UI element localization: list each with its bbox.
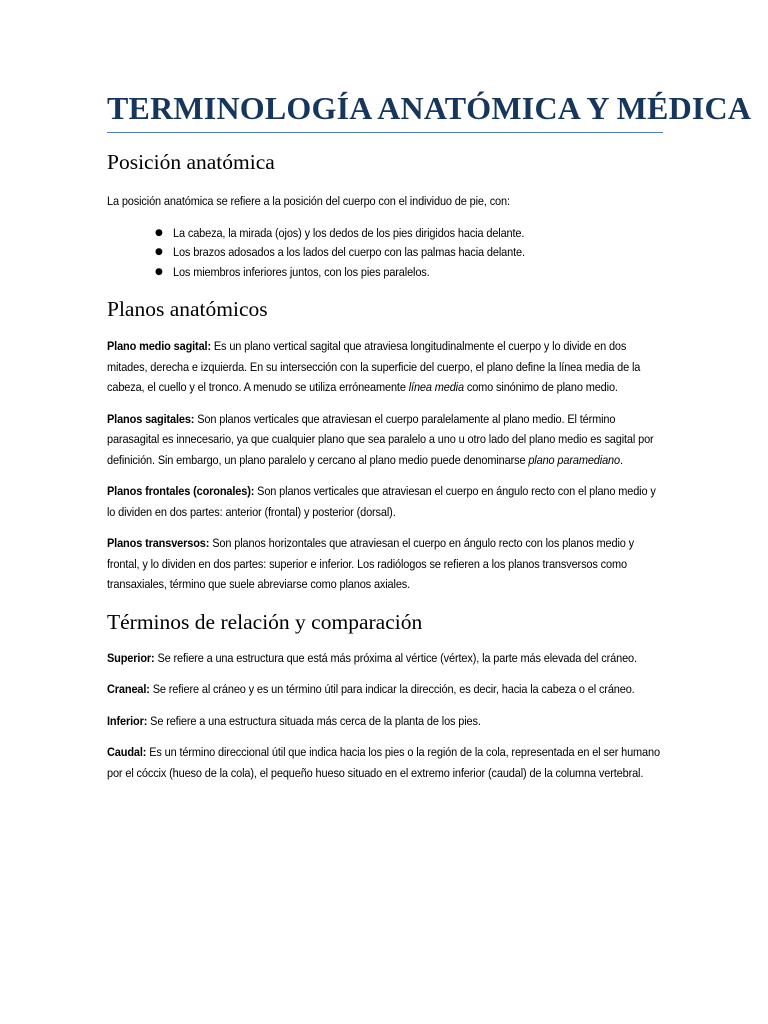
term-label: Plano medio sagital: xyxy=(107,339,211,353)
list-item-text: Los miembros inferiores juntos, con los pies paralelos. xyxy=(173,264,430,279)
bullet-icon: ● xyxy=(155,227,163,238)
term-label: Craneal: xyxy=(107,682,150,696)
paragraph-text xyxy=(107,742,663,783)
term-definition-tail: . xyxy=(619,452,623,467)
term-label: Caudal: xyxy=(107,745,147,759)
paragraph xyxy=(107,742,663,783)
italic-term: plano paramediano xyxy=(528,452,620,467)
list-item xyxy=(155,243,663,263)
paragraph xyxy=(107,409,663,471)
list-item xyxy=(155,224,663,244)
bullet-icon: ● xyxy=(155,266,163,277)
paragraph xyxy=(107,648,663,669)
term-definition: Es un plano vertical sagital que atraviesa longitudinalmente el cuerpo y lo divide en dos mitades, derecha e izquierda. En su intersección con la superficie del cuerpo, el plano define la línea media de la cabeza, el cuello y el tronco. A menudo se utiliza erróneamente xyxy=(107,339,641,394)
paragraph xyxy=(107,481,663,522)
paragraph-text xyxy=(107,679,663,700)
term-definition-tail: como sinónimo de plano medio. xyxy=(463,380,618,394)
term-definition: Es un término direccional útil que indica hacia los pies o la región de la cola, representada en el ser humano por el cóccix (hueso de la cola), el pequeño hueso situado en el extremo inferior (caudal) de la columna vertebral. xyxy=(107,745,660,780)
list-item xyxy=(155,263,663,283)
term-definition: Se refiere al cráneo y es un término útil para indicar la dirección, es decir, hacia la cabeza o el cráneo. xyxy=(149,682,635,696)
term-label: Superior: xyxy=(107,650,155,665)
term-definition: Se refiere a una estructura situada más cerca de la planta de los pies. xyxy=(147,713,481,728)
document-body xyxy=(107,88,752,783)
paragraph-text xyxy=(107,648,663,669)
term-label: Inferior: xyxy=(107,713,148,728)
section-heading: Planos anatómicos xyxy=(107,297,268,321)
paragraph-text xyxy=(107,533,663,595)
term-definition: Son planos verticales que atraviesan el cuerpo paralelamente al plano medio. El término parasagital es innecesario, ya que cualquier plano que sea paralelo a uno u otro lado del plano medio es sagital por definición. Sin embargo, un plano paralelo y cercano al plano medio puede denominarse xyxy=(107,411,654,467)
italic-term: línea media xyxy=(408,380,464,394)
term-definition: Son planos horizontales que atraviesan el cuerpo en ángulo recto con los planos medio y frontal, y lo dividen en dos partes: superior e inferior. Los radiólogos se refieren a los planos transversos como transaxiales, término que suele abreviarse como planos axiales. xyxy=(107,536,635,591)
term-definition: Se refiere a una estructura que está más próxima al vértice (vértex), la parte más elevada del cráneo. xyxy=(154,650,637,665)
paragraph xyxy=(107,679,663,700)
term-label: Planos frontales (coronales): xyxy=(107,484,255,498)
section-heading: Posición anatómica xyxy=(107,150,275,174)
paragraph-text xyxy=(107,481,663,522)
paragraph-text: La posición anatómica se refiere a la posición del cuerpo con el individuo de pie, con: xyxy=(107,194,510,208)
list-item-text: La cabeza, la mirada (ojos) y los dedos de los pies dirigidos hacia delante. xyxy=(173,225,525,240)
paragraph-text xyxy=(107,336,663,398)
document-title: TERMINOLOGÍA ANATÓMICA Y MÉDICA xyxy=(107,88,663,133)
paragraph xyxy=(107,336,663,398)
paragraph xyxy=(107,191,663,212)
paragraph xyxy=(107,533,663,595)
paragraph xyxy=(107,711,663,732)
bullet-list xyxy=(107,224,663,283)
paragraph-text xyxy=(107,711,663,732)
term-label: Planos sagitales: xyxy=(107,411,195,426)
term-definition: Son planos verticales que atraviesan el cuerpo en ángulo recto con el plano medio y lo dividen en dos partes: anterior (frontal) y posterior (dorsal). xyxy=(107,484,656,519)
paragraph-text xyxy=(107,409,663,471)
term-label: Planos transversos: xyxy=(107,536,210,550)
list-item-text: Los brazos adosados a los lados del cuerpo con las palmas hacia delante. xyxy=(173,245,525,259)
section-heading: Términos de relación y comparación xyxy=(107,609,423,634)
bullet-icon: ● xyxy=(155,247,163,257)
